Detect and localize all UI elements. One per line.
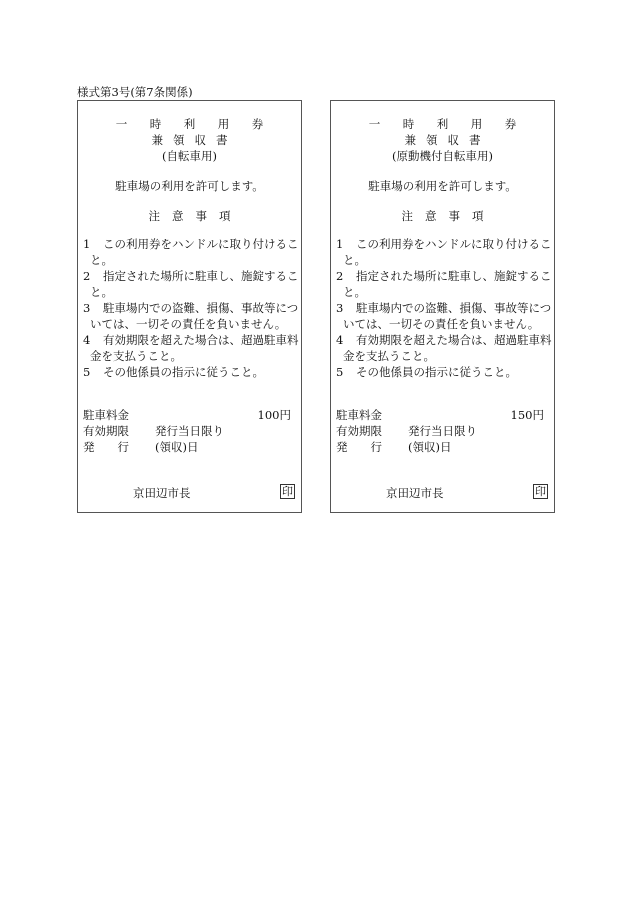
issue-label: 発 行 <box>336 440 382 454</box>
note-number: 4 <box>83 333 91 347</box>
seal-stamp: 印 <box>535 485 546 498</box>
note-number: 4 <box>336 333 344 347</box>
note-number: 2 <box>83 269 91 283</box>
ticket-subtitle: 兼領収書 <box>151 133 238 147</box>
validity-label: 有効期限 <box>83 424 129 438</box>
issue-row <box>83 439 291 455</box>
note-text: この利用券をハンドルに取り付けること。 <box>90 237 299 267</box>
note-text: この利用券をハンドルに取り付けること。 <box>343 237 552 267</box>
seal-stamp: 印 <box>282 485 293 498</box>
note-item <box>336 364 552 380</box>
validity-label: 有効期限 <box>336 424 382 438</box>
note-text: 指定された場所に駐車し、施錠すること。 <box>343 269 552 299</box>
note-text: その他係員の指示に従うこと。 <box>356 365 517 379</box>
note-item <box>336 300 552 332</box>
issue-value: (領収)日 <box>408 440 452 454</box>
vehicle-type: (自転車用) <box>162 149 217 163</box>
fee-label: 駐車料金 <box>83 408 129 422</box>
notes-heading: 注意事項 <box>401 209 496 223</box>
ticket-moped <box>330 100 555 513</box>
ticket-subtitle: 兼領収書 <box>404 133 491 147</box>
mayor-signature: 京田辺市長 <box>386 486 444 500</box>
title-char: 時 <box>149 117 162 131</box>
note-text: 有効期限を超えた場合は、超過駐車料金を支払うこと。 <box>343 333 552 363</box>
title-char: 利 <box>183 117 196 131</box>
note-number: 2 <box>336 269 344 283</box>
note-text: 有効期限を超えた場合は、超過駐車料金を支払うこと。 <box>90 333 299 363</box>
note-text: その他係員の指示に従うこと。 <box>103 365 264 379</box>
validity-value: 発行当日限り <box>408 424 477 438</box>
fee-amount: 100円 <box>257 408 291 422</box>
validity-row <box>83 423 291 439</box>
issue-row <box>336 439 544 455</box>
notes-list <box>336 236 552 380</box>
fee-amount: 150円 <box>510 408 544 422</box>
note-text: 駐車場内での盗難、損傷、事故等については、一切その責任を負いません。 <box>343 301 552 331</box>
note-item <box>83 332 299 364</box>
fee-block <box>336 407 544 455</box>
title-char: 券 <box>251 117 264 131</box>
ticket-title <box>78 116 301 132</box>
note-number: 5 <box>83 365 91 379</box>
permit-text: 駐車場の利用を許可します。 <box>115 179 264 193</box>
note-number: 3 <box>336 301 344 315</box>
note-item <box>83 268 299 300</box>
fee-row <box>336 407 544 423</box>
validity-row <box>336 423 544 439</box>
title-char: 一 <box>115 117 128 131</box>
permit-text: 駐車場の利用を許可します。 <box>368 179 517 193</box>
fee-row <box>83 407 291 423</box>
fee-block <box>83 407 291 455</box>
title-char: 時 <box>402 117 415 131</box>
note-text: 指定された場所に駐車し、施錠すること。 <box>90 269 299 299</box>
note-item <box>83 364 299 380</box>
note-number: 1 <box>83 237 91 251</box>
validity-value: 発行当日限り <box>155 424 224 438</box>
title-char: 利 <box>436 117 449 131</box>
note-item <box>336 332 552 364</box>
note-item <box>336 236 552 268</box>
title-char: 一 <box>368 117 381 131</box>
issue-label: 発 行 <box>83 440 129 454</box>
ticket-title <box>331 116 554 132</box>
notes-heading: 注意事項 <box>148 209 243 223</box>
mayor-signature: 京田辺市長 <box>133 486 191 500</box>
vehicle-type: (原動機付自転車用) <box>392 149 493 163</box>
note-number: 3 <box>83 301 91 315</box>
title-char: 券 <box>504 117 517 131</box>
note-item <box>83 236 299 268</box>
ticket-bicycle <box>77 100 302 513</box>
notes-list <box>83 236 299 380</box>
note-number: 1 <box>336 237 344 251</box>
title-char: 用 <box>470 117 483 131</box>
fee-label: 駐車料金 <box>336 408 382 422</box>
note-number: 5 <box>336 365 344 379</box>
title-char: 用 <box>217 117 230 131</box>
note-item <box>336 268 552 300</box>
issue-value: (領収)日 <box>155 440 199 454</box>
note-text: 駐車場内での盗難、損傷、事故等については、一切その責任を負いません。 <box>90 301 299 331</box>
form-number-label: 様式第3号(第7条関係) <box>77 85 193 99</box>
note-item <box>83 300 299 332</box>
